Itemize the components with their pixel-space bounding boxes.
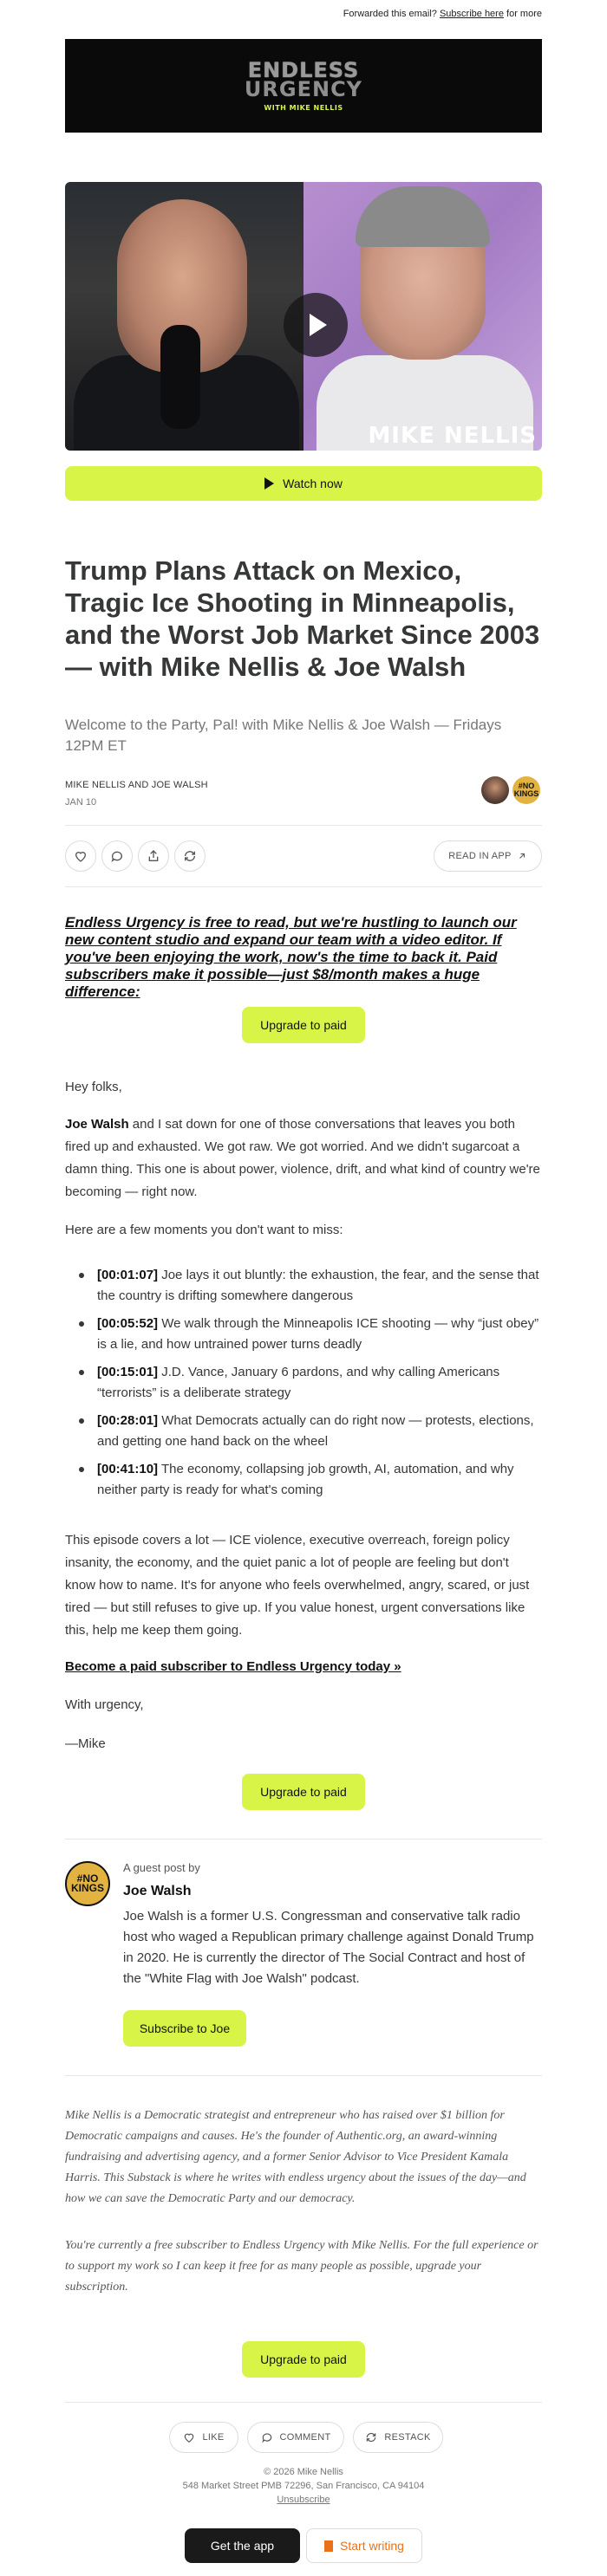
address: 548 Market Street PMB 72296, San Francisco, CA 94104 [182, 2481, 425, 2491]
signoff: With urgency, [65, 1697, 144, 1712]
episode-summary: This episode covers a lot — ICE violence, executive overreach, foreign policy insanity, the economy, and the quiet panic a lot of people are feeling but don't know how to name. It's for anyone who feels overwhelmed, angry, scared, or just tired — but still refuses to give up. If you value honest, urgent conversations like this, help me keep them going. [65, 1533, 530, 1638]
divider [65, 1839, 542, 1840]
footer-comment-button[interactable] [247, 2422, 344, 2453]
subscribe-to-joe-button[interactable] [123, 2010, 246, 2047]
restack-button[interactable] [174, 840, 206, 872]
upgrade-label: Upgrade to paid [260, 2352, 347, 2366]
heart-icon [183, 2431, 195, 2443]
subscribe-here-link[interactable]: Subscribe here [439, 9, 504, 19]
start-writing-label: Start writing [340, 2539, 404, 2553]
start-writing-button[interactable] [306, 2528, 422, 2563]
divider [65, 2402, 542, 2403]
intro-paragraph [65, 1113, 542, 1204]
upgrade-button-middle[interactable] [242, 1774, 365, 1810]
moment-text: Joe lays it out bluntly: the exhaustion, the fear, and the sense that the country is drifting somewhere dangerous [97, 1268, 539, 1303]
subscription-note: You're currently a free subscriber to Endless Urgency with Mike Nellis. For the full experience or to support my work so I can keep it free for as many people as possible, upgrade your subscription. [65, 2239, 538, 2294]
list-item [65, 1362, 542, 1404]
timestamp: [00:01:07] [97, 1268, 159, 1282]
greeting: Hey folks, [65, 1080, 122, 1094]
share-button[interactable] [138, 840, 169, 872]
promo-text[interactable]: Endless Urgency is free to read, but we're hustling to launch our new content studio and expand our team with a video editor. If you've been enjoying the work, now's the time to back it. Paid subscribers make it possible—just $8/month makes a huge difference: [65, 914, 517, 1000]
forwarded-suffix: for more [506, 9, 542, 19]
publication-banner[interactable] [65, 39, 542, 133]
timestamp: [00:15:01] [97, 1365, 159, 1379]
footer-like-button[interactable] [169, 2422, 238, 2453]
guest-name[interactable]: Joe Walsh [123, 1884, 192, 1898]
upgrade-label: Upgrade to paid [260, 1018, 347, 1032]
banner-line2: URGENCY [244, 76, 363, 101]
intro-rest: and I sat down for one of those conversations that leaves you both fired up and exhausted. We got raw. We got worried. And we didn't sugarcoat a damn thing. This one is about power, violence, drift, and what kind of country we're becoming — right now. [65, 1117, 540, 1199]
author-avatar[interactable] [481, 776, 509, 804]
subscribe-to-joe-label: Subscribe to Joe [139, 2021, 231, 2035]
list-item [65, 1314, 542, 1355]
play-icon[interactable] [284, 293, 348, 357]
guest-post-avatar[interactable]: #NO KINGS [65, 1861, 110, 1906]
timestamp: [00:41:10] [97, 1462, 159, 1476]
video-logo: MIKE NELLIS [368, 423, 537, 449]
guest-tag: A guest post by [123, 1861, 200, 1874]
restack-label: RESTACK [384, 2432, 431, 2443]
banner-line3: WITH MIKE NELLIS [264, 103, 343, 112]
list-item [65, 1459, 542, 1501]
post-date: JAN 10 [65, 797, 97, 808]
divider [65, 2075, 542, 2076]
post-subtitle: Welcome to the Party, Pal! with Mike Nellis & Joe Walsh — Fridays 12PM ET [65, 717, 502, 754]
guest-avatar[interactable]: #NO KINGS [512, 776, 540, 804]
video-left-panel [65, 182, 304, 451]
substack-icon [324, 2540, 333, 2552]
upgrade-label: Upgrade to paid [260, 1785, 347, 1799]
upgrade-button-bottom[interactable] [242, 2341, 365, 2378]
read-in-app-label: READ IN APP [448, 851, 512, 861]
guest-name-bold: Joe Walsh [65, 1117, 129, 1132]
banner-line1: ENDLESS [247, 57, 360, 82]
divider [65, 825, 542, 826]
share-icon [147, 849, 160, 863]
microphone [160, 325, 200, 429]
moments-intro: Here are a few moments you don't want to miss: [65, 1223, 343, 1237]
get-app-label: Get the app [210, 2539, 275, 2553]
unsubscribe-label[interactable]: Unsubscribe [277, 2495, 330, 2505]
play-triangle-icon [264, 477, 274, 490]
read-in-app-button[interactable] [434, 840, 542, 872]
restack-icon [365, 2431, 377, 2443]
divider [65, 886, 542, 887]
comment-icon [261, 2431, 273, 2443]
signature: —Mike [65, 1736, 106, 1751]
unsubscribe-link [0, 2495, 607, 2505]
moment-text: The economy, collapsing job growth, AI, automation, and why neither party is ready for what's coming [97, 1462, 514, 1497]
timestamp: [00:28:01] [97, 1413, 159, 1428]
post-byline[interactable]: MIKE NELLIS AND JOE WALSH [65, 780, 208, 790]
arrow-up-right-icon [517, 851, 527, 861]
like-label: LIKE [202, 2432, 225, 2443]
like-button[interactable] [65, 840, 96, 872]
moments-list [65, 1265, 542, 1508]
moment-text: What Democrats actually can do right now — protests, elections, and getting one hand back on the wheel [97, 1413, 534, 1449]
forwarded-text: Forwarded this email? [343, 9, 437, 19]
comment-label: COMMENT [279, 2432, 331, 2443]
list-item [65, 1265, 542, 1307]
footer-restack-button[interactable] [353, 2422, 443, 2453]
comment-icon [110, 849, 124, 863]
moment-text: J.D. Vance, January 6 pardons, and why calling Americans “terrorists” is a deliberate strategy [97, 1365, 500, 1400]
watch-now-label: Watch now [283, 477, 343, 490]
get-the-app-button[interactable] [185, 2528, 300, 2563]
comment-button[interactable] [101, 840, 133, 872]
watch-now-button[interactable] [65, 466, 542, 501]
video-thumbnail[interactable] [65, 182, 542, 451]
moment-text: We walk through the Minneapolis ICE shooting — why “just obey” is a lie, and how untrained power turns deadly [97, 1316, 539, 1352]
heart-icon [74, 849, 88, 863]
post-title[interactable]: Trump Plans Attack on Mexico, Tragic Ice Shooting in Minneapolis, and the Worst Job Market Since 2003 — with Mike Nellis & Joe Walsh [65, 555, 540, 682]
timestamp: [00:05:52] [97, 1316, 159, 1331]
upgrade-button-top[interactable] [242, 1007, 365, 1043]
about-author: Mike Nellis is a Democratic strategist and entrepreneur who has raised over $1 billion for Democratic campaigns and causes. He's the founder of Authentic.org, an award-winning fundraising and advertising agency, and a former Senior Advisor to Vice President Kamala Harris. This Substack is where he writes with endless urgency about the issues of the day—and how we can save the Democratic Party and our democracy. [65, 2109, 526, 2205]
become-paid-subscriber-link[interactable]: Become a paid subscriber to Endless Urgency today » [65, 1659, 401, 1674]
forwarded-notice [343, 9, 542, 19]
copyright: © 2026 Mike Nellis [264, 2467, 343, 2477]
guest-bio: Joe Walsh is a former U.S. Congressman and conservative talk radio host who waged a Republican primary challenge against Donald Trump in 2020. He is currently the director of The Social Contract and host of the "White Flag with Joe Walsh" podcast. [123, 1909, 534, 1986]
list-item [65, 1411, 542, 1452]
restack-icon [183, 849, 197, 863]
